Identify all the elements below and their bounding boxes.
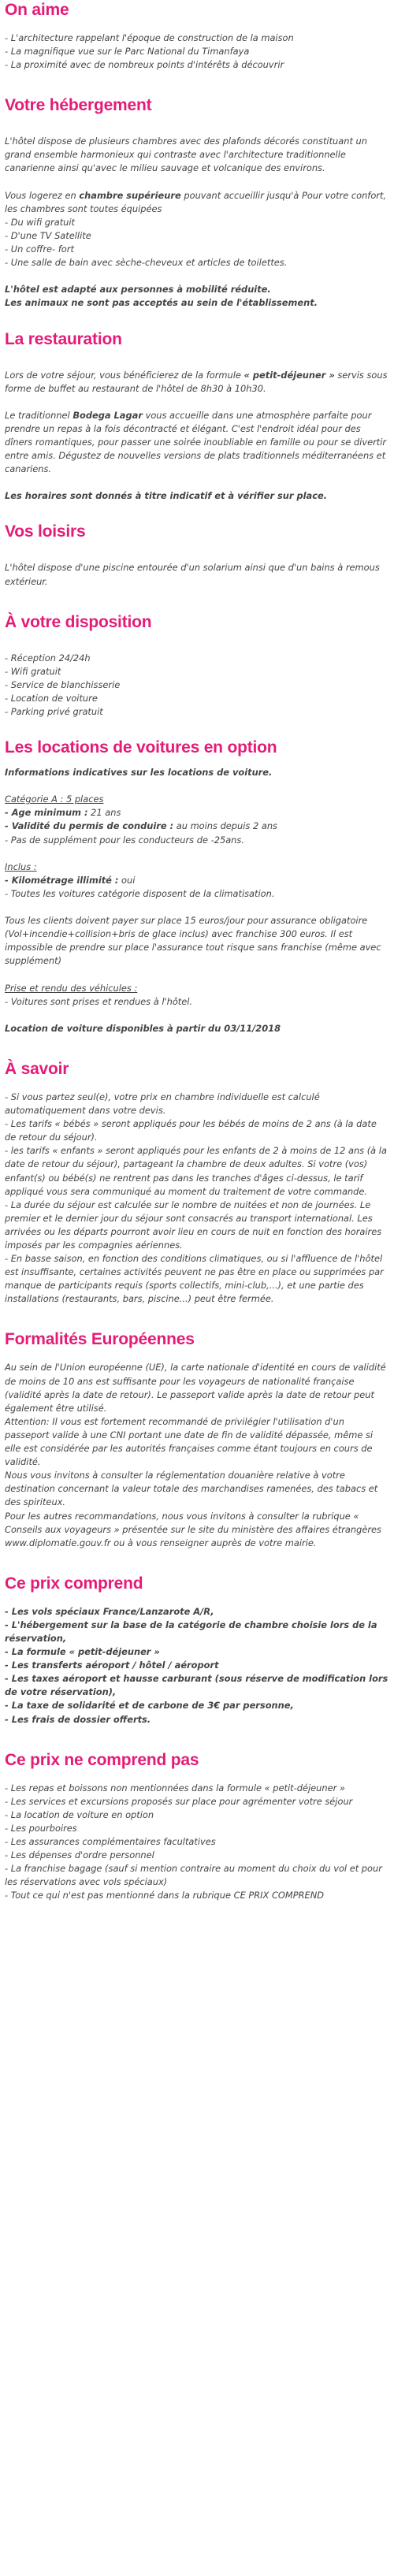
list-item: - Wifi gratuit (5, 665, 61, 677)
list-item: - La taxe de solidarité et de carbone de 3€ par personne, (5, 1700, 294, 1712)
formalites-paragraph: Au sein de l'Union européenne (UE), la carte nationale d'identité en cours de validité de moins de 10 ans est suffisante pour les voyageurs de nationalité française (validité après la date de retour). Le passeport valide après la date de retour peut également être utilisé. (5, 1362, 386, 1414)
list-item: - Les taxes aéroport et hausse carburant (sous réserve de modification lors de votre réservation), (5, 1673, 388, 1698)
section-title-restauration: La restauration (5, 329, 122, 348)
hebergement-intro: L'hôtel dispose de plusieurs chambres avec des plafonds décorés constituant un grand ensemble harmonieux qui contraste avec l'architecture traditionnelle canarienne ainsi qu'avec le milieu sauvage et volcanique des environs. (5, 136, 367, 174)
savoir-paragraph: - La durée du séjour est calculée sur le nombre de nuitées et non de journées. Le premier et le dernier jour du séjour sont consacrés au transport international. Les arrivées ou les départs pourront avoir lieu en cours de nuit en fonction des horaires imposés par les compagnies aériennes. (5, 1199, 382, 1251)
section-title-on-aime: On aime (5, 1, 69, 19)
formalites-paragraph: Pour les autres recommandations, nous vous invitons à consulter la rubrique « Conseils aux voyageurs » présentée sur le site du ministère des affaires étrangères www.diplomatie.gouv.fr ou à vous renseigner auprès de votre mairie. (5, 1510, 381, 1548)
section-title-formalites: Formalités Européennes (5, 1330, 195, 1349)
hebergement-room: Vous logerez en chambre supérieure pouvant accueillir jusqu'à Pour votre confort, les chambres sont toutes équipées (5, 189, 387, 214)
savoir-paragraph: - Les tarifs « bébés » seront appliqués pour les bébés de moins de 2 ans (à la date de retour du séjour). (5, 1118, 377, 1143)
list-item: - Une salle de bain avec sèche-cheveux et articles de toilettes. (5, 257, 288, 269)
list-item: - Les assurances complémentaires facultatives (5, 1836, 216, 1847)
savoir-paragraph: - les tarifs « enfants » seront appliqués pour les enfants de 2 à moins de 12 ans (à la date de retour du séjour), partageant la chambre de deux adultes. Si votre (vos) enfant(s) ou bébé(s) ne rentrent pas dans les tranches d'âges ci-dessus, le tarif appliqué vous sera communiqué au moment du traitement de votre commande. (5, 1145, 387, 1197)
pickup-value: - Voitures sont prises et rendues à l'hôtel. (5, 995, 193, 1007)
formula-name: « petit-déjeuner » (243, 369, 335, 381)
list-item: - Les pourboires (5, 1822, 77, 1834)
restauration-restaurant: Le traditionnel Bodega Lagar vous accueille dans une atmosphère parfaite pour prendre un repas à la fois décontracté et élégant. C'est l'endroit idéal pour des dîners romantiques, pour passer une soirée inoubliable en famille ou pour se divertir entre amis. Dégustez de nouvelles versions de plats traditionnels méditerranéens et canariens. (5, 409, 387, 475)
section-savoir (5, 1059, 389, 1307)
list-item: - Tout ce qui n'est pas mentionné dans la rubrique CE PRIX COMPREND (5, 1890, 324, 1901)
list-item: - Du wifi gratuit (5, 216, 76, 228)
availability-note: Location de voiture disponibles à partir du 03/11/2018 (5, 1022, 281, 1034)
savoir-paragraph: - Si vous partez seul(e), votre prix en chambre individuelle est calculé automatiquement dans votre devis. (5, 1091, 320, 1117)
list-item: - La proximité avec de nombreux points d'intérêts à découvrir (5, 59, 284, 71)
list-item: - Les services et excursions proposés sur place pour agrémenter votre séjour (5, 1795, 353, 1807)
savoir-paragraph: - En basse saison, en fonction des conditions climatiques, ou si l'affluence de l'hôtel est insuffisante, certaines activités peuvent ne pas être en place ou supprimées par manque de participants requis (sports collectifs, mini-club,...), et une partie des installations (restaurants, bars, piscine...) peut être fermée. (5, 1253, 384, 1305)
section-loisirs (5, 522, 389, 588)
list-item: - Réception 24/24h (5, 652, 91, 664)
list-item: - Les frais de dossier offerts. (5, 1713, 151, 1725)
section-title-savoir: À savoir (5, 1059, 69, 1078)
restauration-formula: Lors de votre séjour, vous bénéficierez de la formule « petit-déjeuner » servis sous forme de buffet au restaurant de l'hôtel de 8h30 à 10h30. (5, 369, 388, 394)
formalites-paragraph: Attention: Il vous est fortement recommandé de privilégier l'utilisation d'un passeport valide à une CNI portant une date de fin de validité dépassée, même si elle est considérée par les autorités françaises comme étant toujours en cours de validité. (5, 1415, 374, 1468)
voitures-subtitle: Informations indicatives sur les locations de voiture. (5, 767, 273, 779)
list-item: - La formule « petit-déjeuner » (5, 1646, 160, 1658)
list-item: - Les repas et boissons non mentionnées dans la formule « petit-déjeuner » (5, 1782, 345, 1794)
list-item: - Parking privé gratuit (5, 706, 103, 717)
car-category: Catégorie A : 5 places (5, 794, 104, 805)
section-prix-comprend (5, 1574, 389, 1727)
license-validity: - Validité du permis de conduire : au moins depuis 2 ans (5, 820, 277, 832)
list-item: - L'hébergement sur la base de la catégorie de chambre choisie lors de la réservation, (5, 1619, 377, 1644)
insurance-note: Tous les clients doivent payer sur place 15 euros/jour pour assurance obligatoire (Vol+incendie+collision+bris de glace inclus) avec franchise 300 euros. Il est impossible de prendre sur place l'assurance tout risque sans franchise (même avec supplément) (5, 915, 381, 967)
section-voitures (5, 738, 389, 1035)
on-aime-list (5, 32, 389, 72)
room-type: chambre supérieure (79, 189, 181, 201)
section-formalites (5, 1329, 389, 1549)
list-item: - La location de voiture en option (5, 1808, 154, 1820)
list-item: - Les transferts aéroport / hôtel / aéroport (5, 1660, 219, 1671)
restaurant-name: Bodega Lagar (72, 409, 143, 421)
section-hebergement (5, 95, 389, 310)
list-item: - Service de blanchisserie (5, 678, 121, 690)
section-title-prix-comprend: Ce prix comprend (5, 1574, 143, 1593)
list-item: - D'une TV Satellite (5, 229, 91, 241)
section-title-prix-ne-comprend: Ce prix ne comprend pas (5, 1750, 199, 1769)
section-disposition (5, 612, 389, 719)
list-item: - Les dépenses d'ordre personnel (5, 1849, 154, 1861)
section-title-hebergement: Votre hébergement (5, 96, 152, 115)
young-driver-supplement: - Pas de supplément pour les conducteurs de -25ans. (5, 834, 244, 846)
pickup-label: Prise et rendu des véhicules : (5, 982, 138, 994)
restauration-note: Les horaires sont donnés à titre indicatif et à vérifier sur place. (5, 490, 328, 502)
loisirs-text: L'hôtel dispose d'une piscine entourée d'un solarium ainsi que d'un bains à remous extérieur. (5, 562, 380, 587)
unlimited-km: - Kilométrage illimité : oui (5, 874, 136, 886)
section-title-disposition: À votre disposition (5, 612, 152, 631)
section-title-loisirs: Vos loisirs (5, 522, 86, 541)
included-label: Inclus : (5, 861, 37, 872)
list-item: - La magnifique vue sur le Parc National du Timanfaya (5, 46, 250, 58)
section-title-voitures: Les locations de voitures en option (5, 738, 277, 757)
list-item: - La franchise bagage (sauf si mention contraire au moment du choix du vol et pour les réservations avec vols spéciaux) (5, 1863, 382, 1888)
list-item: - Location de voiture (5, 692, 98, 704)
aircon-note: - Toutes les voitures catégorie disposent de la climatisation. (5, 887, 275, 899)
pmr-note: L'hôtel est adapté aux personnes à mobilité réduite. (5, 284, 271, 296)
pets-note: Les animaux ne sont pas acceptés au sein de l'établissement. (5, 297, 318, 309)
list-item: - L'architecture rappelant l'époque de construction de la maison (5, 32, 294, 43)
formalites-paragraph: Nous vous invitons à consulter la réglementation douanière relative à votre destination concernant la valeur totale des marchandises ramenées, des tabacs et des spiriteux. (5, 1470, 378, 1508)
list-item: - Un coffre- fort (5, 243, 74, 255)
section-prix-ne-comprend (5, 1750, 389, 1903)
list-item: - Les vols spéciaux France/Lanzarote A/R, (5, 1605, 214, 1617)
section-on-aime (5, 0, 389, 72)
section-restauration (5, 329, 389, 504)
age-minimum: - Age minimum : 21 ans (5, 807, 121, 819)
